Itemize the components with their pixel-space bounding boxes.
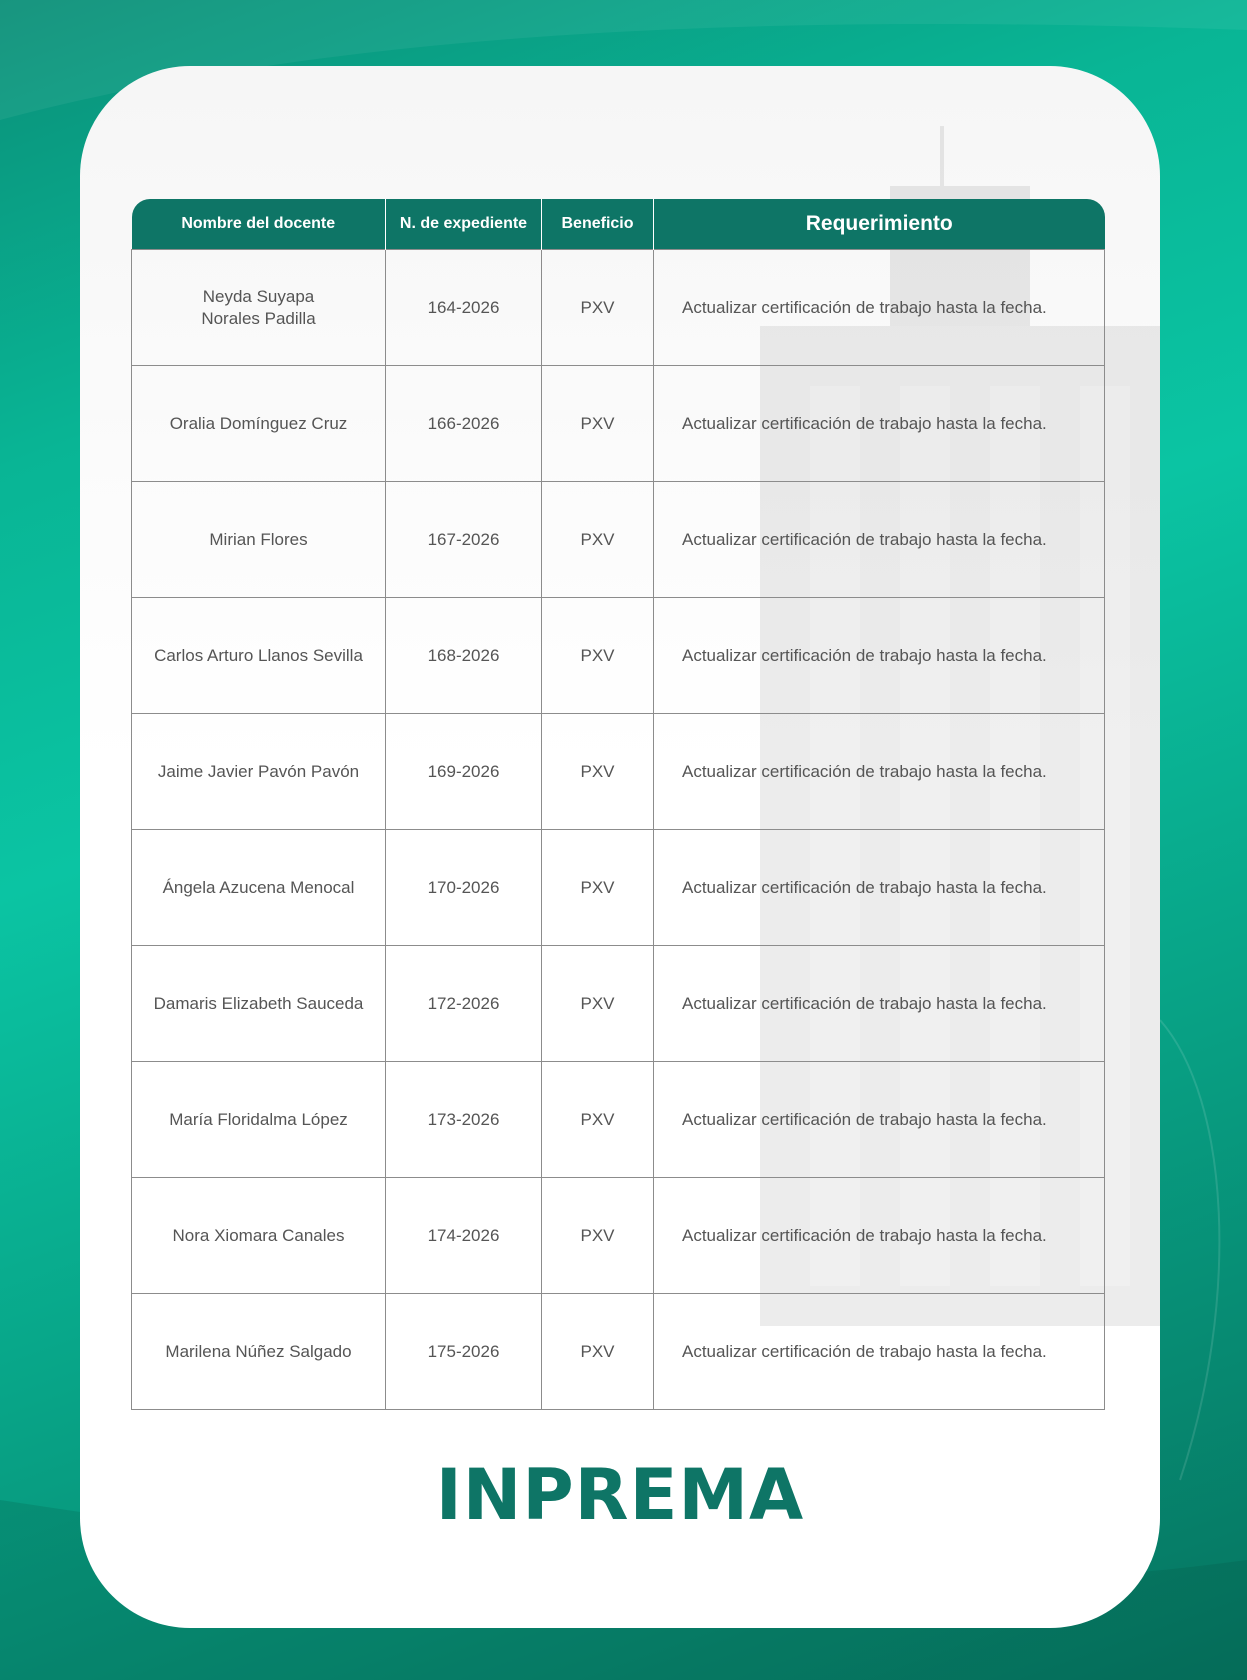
inprema-logo: INPREMA	[435, 1454, 805, 1536]
cell-expediente: 173-2026	[386, 1062, 542, 1178]
cell-requerimiento: Actualizar certificación de trabajo hasta la fecha.	[654, 482, 1105, 598]
docentes-table	[131, 199, 1105, 1410]
cell-requerimiento: Actualizar certificación de trabajo hasta la fecha.	[654, 830, 1105, 946]
cell-requerimiento: Actualizar certificación de trabajo hasta la fecha.	[654, 598, 1105, 714]
cell-requerimiento: Actualizar certificación de trabajo hasta la fecha.	[654, 946, 1105, 1062]
cell-expediente: 164-2026	[386, 250, 542, 366]
cell-beneficio: PXV	[542, 1178, 654, 1294]
cell-beneficio: PXV	[542, 946, 654, 1062]
table-row	[132, 1062, 1105, 1178]
table-row	[132, 830, 1105, 946]
cell-beneficio: PXV	[542, 366, 654, 482]
cell-nombre: Neyda Suyapa Norales Padilla	[132, 250, 386, 366]
table-header-row	[132, 199, 1105, 250]
table-row	[132, 598, 1105, 714]
header-nombre: Nombre del docente	[132, 199, 386, 250]
cell-requerimiento: Actualizar certificación de trabajo hasta la fecha.	[654, 714, 1105, 830]
cell-expediente: 174-2026	[386, 1178, 542, 1294]
cell-expediente: 175-2026	[386, 1294, 542, 1410]
cell-nombre: Nora Xiomara Canales	[132, 1178, 386, 1294]
cell-expediente: 166-2026	[386, 366, 542, 482]
cell-nombre: María Floridalma López	[132, 1062, 386, 1178]
cell-expediente: 169-2026	[386, 714, 542, 830]
cell-beneficio: PXV	[542, 1062, 654, 1178]
table-row	[132, 366, 1105, 482]
cell-requerimiento: Actualizar certificación de trabajo hasta la fecha.	[654, 366, 1105, 482]
cell-beneficio: PXV	[542, 830, 654, 946]
cell-requerimiento: Actualizar certificación de trabajo hasta la fecha.	[654, 1294, 1105, 1410]
table-row	[132, 482, 1105, 598]
cell-nombre: Carlos Arturo Llanos Sevilla	[132, 598, 386, 714]
cell-expediente: 168-2026	[386, 598, 542, 714]
cell-beneficio: PXV	[542, 598, 654, 714]
table-row	[132, 1294, 1105, 1410]
table-row	[132, 250, 1105, 366]
cell-beneficio: PXV	[542, 250, 654, 366]
cell-nombre: Ángela Azucena Menocal	[132, 830, 386, 946]
cell-beneficio: PXV	[542, 714, 654, 830]
header-requerimiento: Requerimiento	[654, 199, 1105, 250]
cell-nombre: Damaris Elizabeth Sauceda	[132, 946, 386, 1062]
cell-expediente: 172-2026	[386, 946, 542, 1062]
table-row	[132, 714, 1105, 830]
cell-beneficio: PXV	[542, 482, 654, 598]
cell-nombre: Mirian Flores	[132, 482, 386, 598]
table-row	[132, 946, 1105, 1062]
cell-nombre: Jaime Javier Pavón Pavón	[132, 714, 386, 830]
cell-expediente: 170-2026	[386, 830, 542, 946]
cell-nombre: Marilena Núñez Salgado	[132, 1294, 386, 1410]
cell-requerimiento: Actualizar certificación de trabajo hasta la fecha.	[654, 1062, 1105, 1178]
cell-expediente: 167-2026	[386, 482, 542, 598]
table-row	[132, 1178, 1105, 1294]
content-card	[80, 66, 1160, 1628]
cell-beneficio: PXV	[542, 1294, 654, 1410]
header-beneficio: Beneficio	[542, 199, 654, 250]
cell-requerimiento: Actualizar certificación de trabajo hasta la fecha.	[654, 1178, 1105, 1294]
cell-nombre: Oralia Domínguez Cruz	[132, 366, 386, 482]
header-expediente: N. de expediente	[386, 199, 542, 250]
cell-requerimiento: Actualizar certificación de trabajo hasta la fecha.	[654, 250, 1105, 366]
